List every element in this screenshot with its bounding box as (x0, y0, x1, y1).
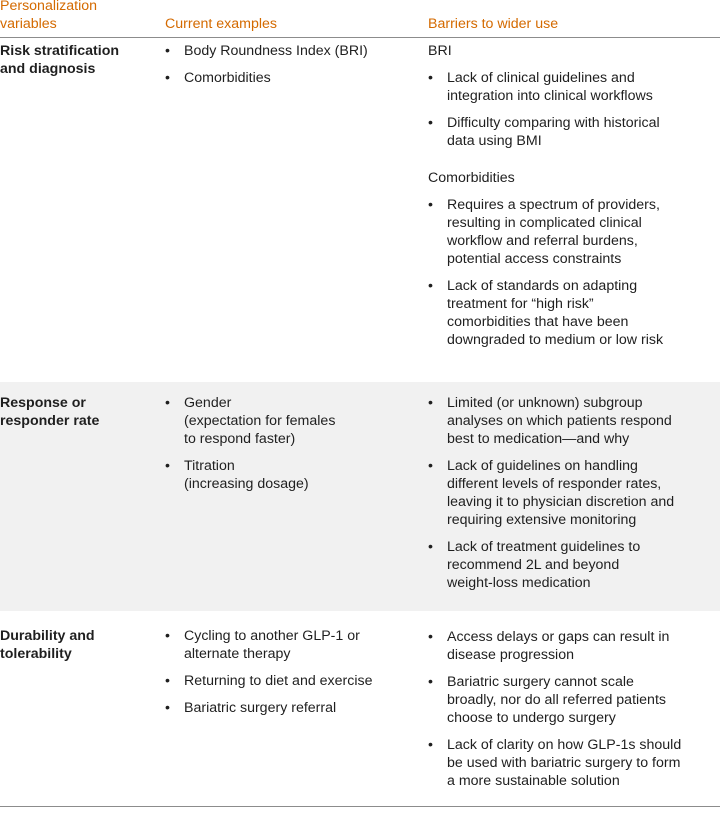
item-line: weight-loss medication (447, 575, 591, 591)
item-line: choose to undergo surgery (447, 710, 616, 726)
list-item (428, 196, 716, 268)
item-line: • Cycling to another GLP-1 or (184, 628, 360, 644)
item-line: • Limited (or unknown) subgroup (447, 395, 643, 411)
item-line: • Body Roundness Index (BRI) (184, 43, 368, 59)
variable-line: Risk stratification (0, 43, 120, 59)
item-line: • Gender (184, 395, 232, 411)
item-line: • Difficulty comparing with historical (447, 115, 660, 131)
variable-line: tolerability (0, 646, 72, 662)
item-line: • Comorbidities (184, 70, 271, 86)
item-line: leaving it to physician discretion and (447, 494, 675, 510)
barriers-cell (428, 42, 716, 358)
row-variable-label (0, 394, 150, 430)
item-line: (expectation for females (184, 413, 336, 429)
item-line: (increasing dosage) (184, 476, 309, 492)
item-line: • Lack of guidelines on handling (447, 458, 638, 474)
barrier-group-title: Comorbidities (428, 170, 515, 186)
list-item (165, 699, 390, 717)
item-line: workflow and referral burdens, (447, 233, 638, 249)
list-item (165, 627, 390, 663)
examples-list (165, 42, 390, 96)
variable-line: responder rate (0, 413, 100, 429)
list-item (428, 277, 716, 349)
list-item (428, 114, 716, 150)
list-item (165, 69, 390, 87)
list-item (165, 394, 390, 448)
barriers-list (428, 394, 716, 601)
item-line: broadly, nor do all referred patients (447, 692, 666, 708)
item-line: be used with bariatric surgery to form (447, 755, 681, 771)
variable-line: and diagnosis (0, 61, 96, 77)
header-line: variables (0, 16, 57, 32)
list-item (165, 42, 390, 60)
item-line: a more sustainable solution (447, 773, 620, 789)
list-item (428, 628, 716, 664)
item-line: to respond faster) (184, 431, 296, 447)
list-item (165, 672, 390, 690)
examples-list (165, 394, 390, 502)
list-item (428, 69, 716, 105)
item-line: • Lack of clarity on how GLP-1s should (447, 737, 682, 753)
item-line: data using BMI (447, 133, 542, 149)
barriers-list (428, 628, 716, 799)
item-line: resulting in complicated clinical (447, 215, 642, 231)
variable-line: Response or (0, 395, 86, 411)
table-bottom-divider (0, 806, 720, 807)
list-item (428, 394, 716, 448)
item-line: alternate therapy (184, 646, 291, 662)
item-line: • Bariatric surgery cannot scale (447, 674, 634, 690)
item-line: potential access constraints (447, 251, 622, 267)
item-line: requiring extensive monitoring (447, 512, 637, 528)
list-item (165, 457, 390, 493)
item-line: recommend 2L and beyond (447, 557, 620, 573)
row-variable-label (0, 42, 150, 78)
item-line: • Returning to diet and exercise (184, 673, 373, 689)
item-line: treatment for “high risk” (447, 296, 594, 312)
list-item (428, 538, 716, 592)
item-line: • Requires a spectrum of providers, (447, 197, 660, 213)
item-line: • Titration (184, 458, 235, 474)
item-line: analyses on which patients respond (447, 413, 672, 429)
list-item (428, 673, 716, 727)
item-line: different levels of responder rates, (447, 476, 662, 492)
barriers-list (428, 69, 716, 150)
item-line: • Access delays or gaps can result in (447, 629, 670, 645)
item-line: comorbidities that have been (447, 314, 629, 330)
header-personalization-variables (0, 0, 97, 33)
examples-list (165, 627, 390, 726)
item-line: • Bariatric surgery referral (184, 700, 337, 716)
list-item (428, 457, 716, 529)
barriers-list (428, 196, 716, 349)
item-line: • Lack of standards on adapting (447, 278, 638, 294)
header-current-examples: Current examples (165, 16, 277, 32)
variable-line: Durability and (0, 628, 95, 644)
header-line: Personalization (0, 0, 98, 14)
header-barriers: Barriers to wider use (428, 16, 559, 32)
barrier-group-title: BRI (428, 43, 452, 59)
item-line: • Lack of clinical guidelines and (447, 70, 635, 86)
item-line: integration into clinical workflows (447, 88, 653, 104)
list-item (428, 736, 716, 790)
item-line: downgraded to medium or low risk (447, 332, 664, 348)
row-variable-label (0, 627, 150, 663)
item-line: disease progression (447, 647, 574, 663)
item-line: best to medication—and why (447, 431, 630, 447)
item-line: • Lack of treatment guidelines to (447, 539, 641, 555)
